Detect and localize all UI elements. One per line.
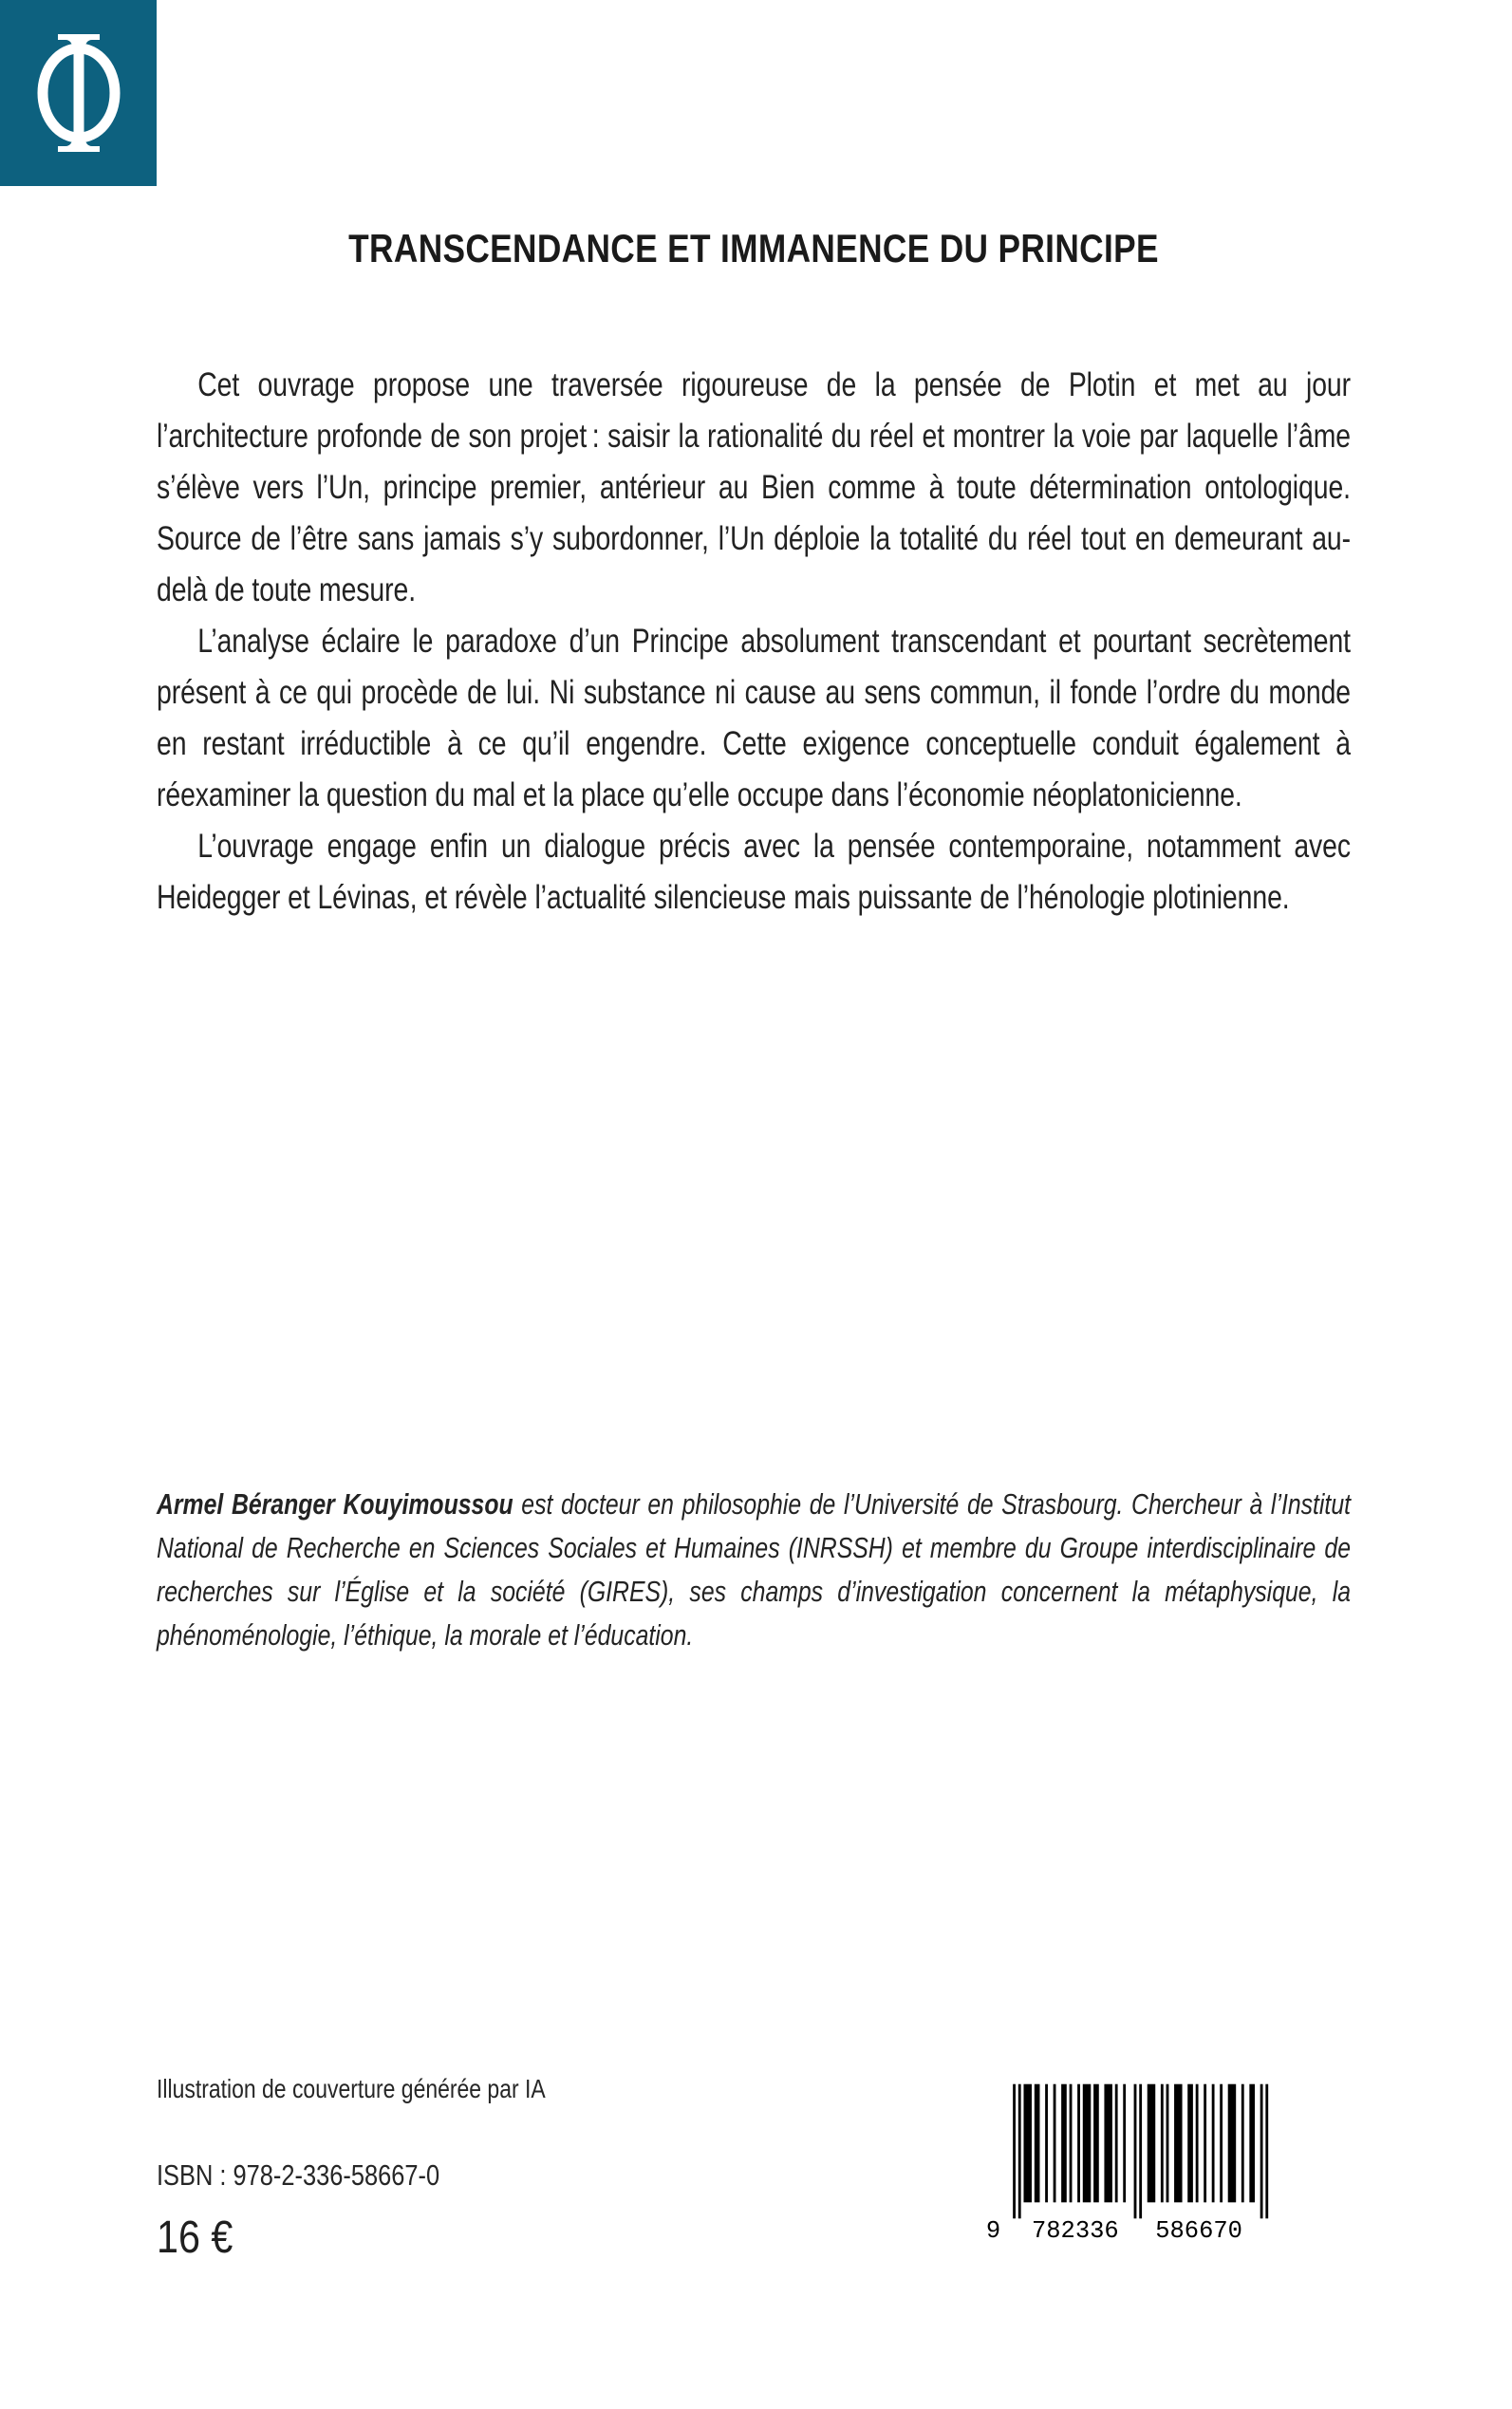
cover-credit: Illustration de couverture générée par IA — [157, 2074, 546, 2103]
publisher-logo-block — [0, 0, 157, 186]
footer — [157, 2071, 1351, 2356]
price-text: 16 € — [157, 2213, 233, 2263]
author-bio — [157, 1483, 1351, 1657]
author-bio-text: est docteur en philosophie de l’Université de Strasbourg. Chercheur à l’Institut National de Recherche en Sciences Sociales et Humaines (INRSSH) et membre du Groupe interdisciplinaire de recherches sur l’Église et la société (GIRES), ses champs d’investigation concernent la métaphysique, la phénoménologie, l’éthique, la morale et l’éducation. — [157, 1487, 1352, 1652]
barcode-digits-left: 782336 — [1031, 2217, 1119, 2240]
footer-left-column — [157, 2071, 878, 2267]
author-name: Armel Béranger Kouyimoussou — [157, 1487, 513, 1521]
blurb-text — [157, 359, 1351, 923]
page-title: TRANSCENDANCE ET IMMANENCE DU PRINCIPE — [348, 226, 1159, 271]
ean13-barcode-icon — [983, 2079, 1287, 2240]
barcode-digit-lead: 9 — [985, 2217, 1001, 2240]
blurb-paragraph: L’analyse éclaire le paradoxe d’un Principe absolument transcendant et pourtant secrètement présent à ce qui procède de lui. Ni substance ni cause au sens commun, il fonde l’ordre du monde en restant irréductible à ce qu’il engendre. Cette exigence conceptuelle conduit également à réexaminer la question du mal et la place qu’elle occupe dans l’économie néoplatonicienne. — [157, 622, 1352, 813]
barcode — [983, 2079, 1287, 2240]
phi-logo-icon — [33, 27, 124, 159]
blurb-paragraph: L’ouvrage engage enfin un dialogue précis avec la pensée contemporaine, notamment avec Heidegger et Lévinas, et révèle l’actualité silencieuse mais puissante de l’hénologie plotinienne. — [157, 827, 1352, 916]
author-bio-paragraph — [157, 1483, 1351, 1657]
blurb-paragraph: Cet ouvrage propose une traversée rigoureuse de la pensée de Plotin et met au jour l’architecture profonde de son projet : saisir la rationalité du réel et montrer la voie par laquelle l’âme s’élève vers l’Un, principe premier, antérieur au Bien comme à toute détermination ontologique. Source de l’être sans jamais s’y subordonner, l’Un déploie la totalité du réel tout en demeurant au-delà de toute mesure. — [157, 365, 1352, 608]
barcode-digits-right: 586670 — [1155, 2217, 1242, 2240]
isbn-text: ISBN : 978-2-336-58667-0 — [157, 2158, 440, 2192]
